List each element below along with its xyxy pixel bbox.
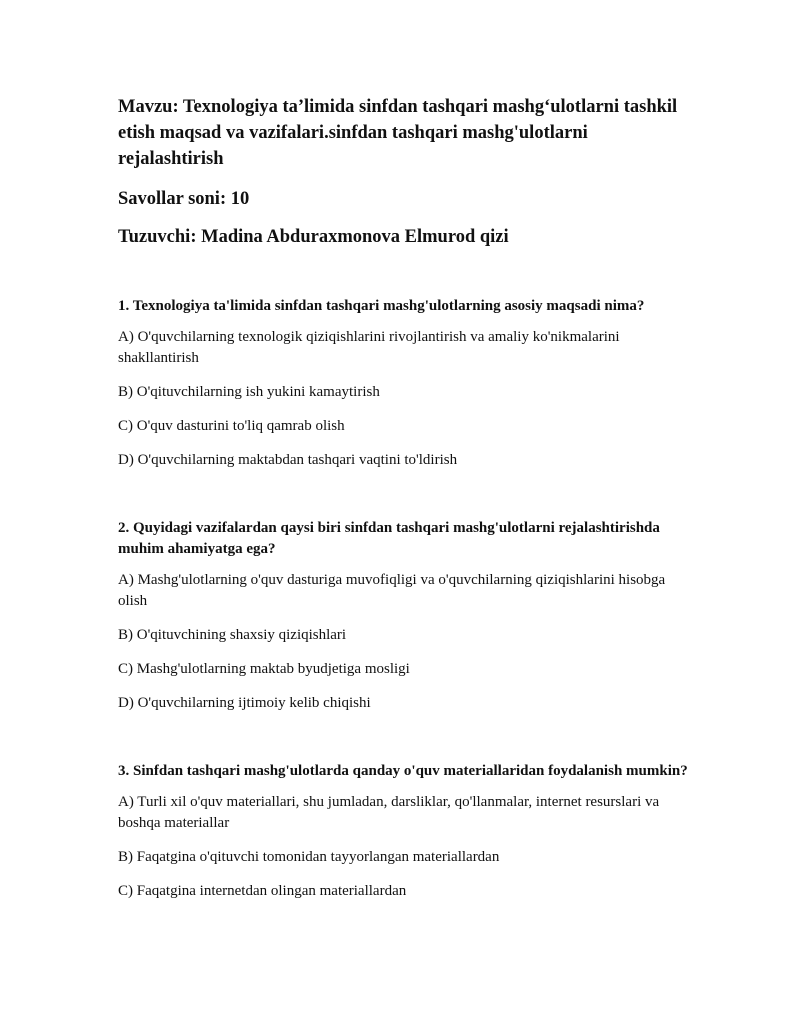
question-block-3 bbox=[118, 761, 688, 902]
answer-option-c: C) Mashg'ulotlarning maktab byudjetiga mosligi bbox=[118, 661, 410, 677]
document-page bbox=[118, 94, 688, 902]
author-line: Tuzuvchi: Madina Abduraxmonova Elmurod qizi bbox=[118, 227, 509, 247]
answer-option-b: B) O'qituvchining shaxsiy qiziqishlari bbox=[118, 627, 347, 643]
question-block-1 bbox=[118, 296, 688, 471]
question-block-2 bbox=[118, 518, 688, 714]
answer-option-a: A) Turli xil o'quv materiallari, shu jumladan, darsliklar, qo'llanmalar, internet resurslari va boshqa materiallar bbox=[118, 794, 660, 831]
topic-heading: Mavzu: Texnologiya ta’limida sinfdan tashqari mashg‘ulotlarni tashkil etish maqsad va vazifalari.sinfdan tashqari mashg'ulotlarni rejalashtirish bbox=[118, 97, 678, 169]
answer-option-d: D) O'quvchilarning ijtimoiy kelib chiqishi bbox=[118, 695, 371, 711]
question-text: 3. Sinfdan tashqari mashg'ulotlarda qanday o'quv materiallaridan foydalanish mumkin? bbox=[118, 763, 688, 779]
question-text: 1. Texnologiya ta'limida sinfdan tashqari mashg'ulotlarning asosiy maqsadi nima? bbox=[118, 298, 645, 314]
answer-option-c: C) O'quv dasturini to'liq qamrab olish bbox=[118, 418, 345, 434]
answer-option-a: A) Mashg'ulotlarning o'quv dasturiga muvofiqligi va o'quvchilarning qiziqishlarini hisobga olish bbox=[118, 572, 666, 609]
answer-option-a: A) O'quvchilarning texnologik qiziqishlarini rivojlantirish va amaliy ko'nikmalarini shakllantirish bbox=[118, 329, 620, 366]
question-count: Savollar soni: 10 bbox=[118, 189, 250, 209]
answer-option-d: D) O'quvchilarning maktabdan tashqari vaqtini to'ldirish bbox=[118, 452, 458, 468]
answer-option-b: B) Faqatgina o'qituvchi tomonidan tayyorlangan materiallardan bbox=[118, 849, 500, 865]
answer-option-b: B) O'qituvchilarning ish yukini kamaytirish bbox=[118, 384, 380, 400]
answer-option-c: C) Faqatgina internetdan olingan materiallardan bbox=[118, 883, 407, 899]
question-text: 2. Quyidagi vazifalardan qaysi biri sinfdan tashqari mashg'ulotlarni rejalashtirishda muhim ahamiyatga ega? bbox=[118, 520, 660, 557]
